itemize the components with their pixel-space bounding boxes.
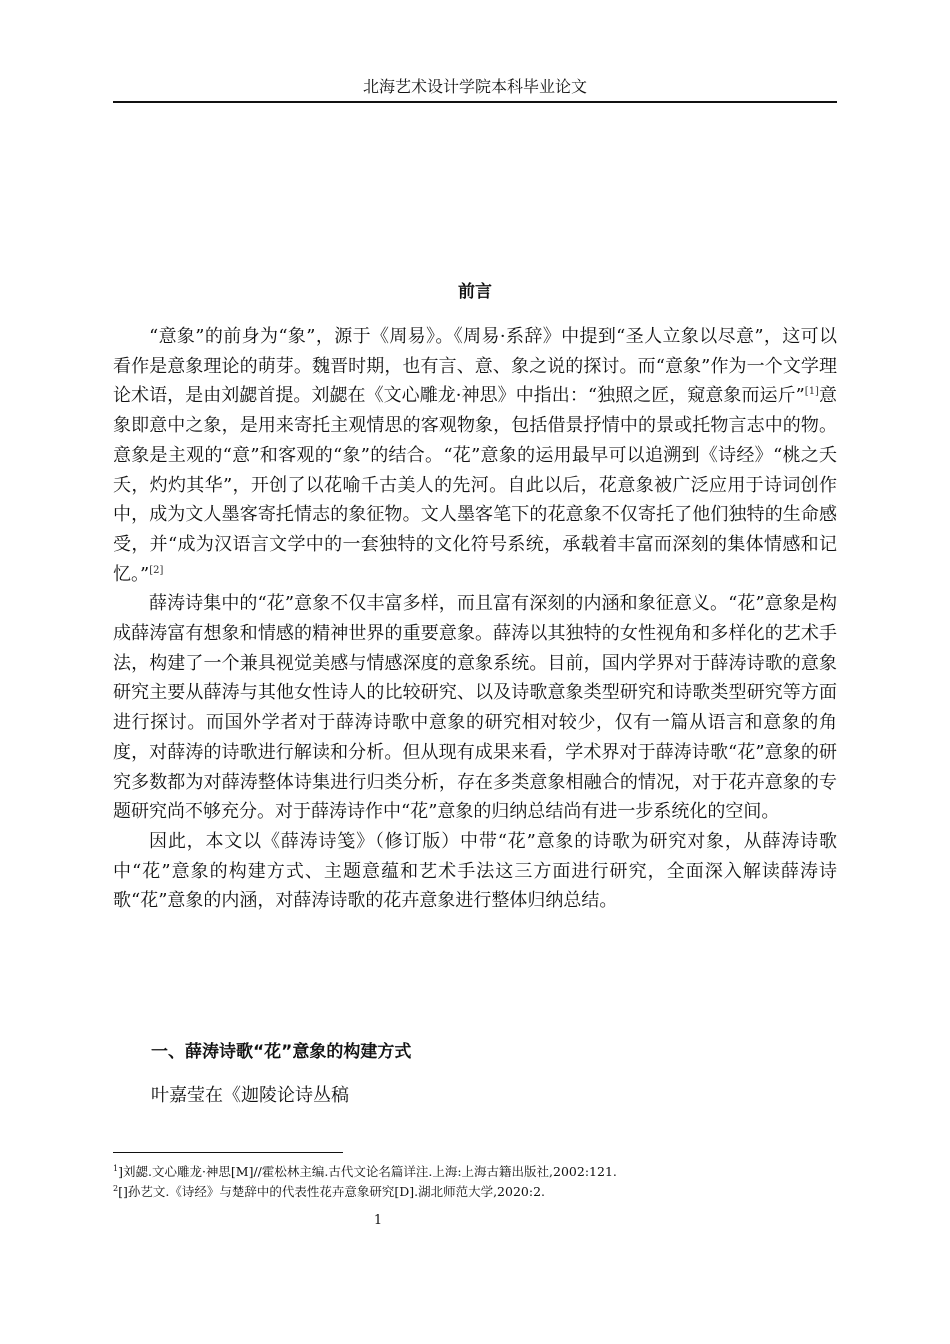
page-number: 1 [373, 1213, 383, 1228]
paragraph: 因此，本文以《薛涛诗笺》（修订版）中带“花”意象的诗歌为研究对象，从薛涛诗歌中“花”意象的构建方式、主题意蕴和艺术手法这三方面进行研究，全面深入解读薛涛诗歌“花”意象的内涵，对薛涛诗歌的花卉意象进行整体归纳总结。 [113, 830, 837, 912]
footnote-mark: 1 [113, 1163, 119, 1173]
footnote-text: []孙艺文.《诗经》与楚辞中的代表性花卉意象研究[D].湖北师范大学,2020:2. [118, 1184, 545, 1199]
chapter-heading: 一、薛涛诗歌“花”意象的构建方式 [151, 1042, 412, 1062]
body-text [113, 322, 837, 916]
footnote [113, 1162, 837, 1182]
paragraph-text: 意象即意中之象，是用来寄托主观情思的客观物象，包括借景抒情中的景或托物言志中的物。意象是主观的“意”和客观的“象”的结合。“花”意象的运用最早可以追溯到《诗经》“桃之夭夭，灼灼其华”，开创了以花喻千古美人的先河。自此以后，花意象被广泛应用于诗词创作中，成为文人墨客寄托情志的象征物。文人墨客笔下的花意象不仅寄托了他们独特的生命感受，并“成为汉语言文学中的一套独特的文化符号系统，承载着丰富而深刻的集体情感和记忆。” [113, 385, 838, 585]
citation-ref[interactable]: [1] [804, 386, 819, 398]
paragraph-text: “意象”的前身为“象”，源于《周易》。《周易·系辞》中提到“圣人立象以尽意”，这可以看作是意象理论的萌芽。魏晋时期，也有言、意、象之说的探讨。而“意象”作为一个文学理论术语，是由刘勰首提。刘勰在《文心雕龙·神思》中指出：“独照之匠，窥意象而运斤” [113, 326, 837, 407]
footnote-text: ]刘勰.文心雕龙·神思[M]//霍松林主编.古代文论名篇详注.上海:上海古籍出版社,2002:121. [118, 1164, 617, 1179]
footnote-mark: 2 [113, 1183, 119, 1193]
footnotes [113, 1162, 837, 1202]
footnote-rule [113, 1152, 343, 1153]
paragraph-fragment: 叶嘉莹在《迦陵论诗丛稿 [151, 1085, 349, 1106]
footnote [113, 1182, 837, 1202]
citation-ref[interactable]: [2] [149, 564, 164, 576]
header-rule [113, 101, 837, 103]
section-title: 前言 [458, 282, 492, 302]
running-header: 北海艺术设计学院本科毕业论文 [362, 77, 587, 96]
paragraph: 薛涛诗集中的“花”意象不仅丰富多样，而且富有深刻的内涵和象征意义。“花”意象是构成薛涛富有想象和情感的精神世界的重要意象。薛涛以其独特的女性视角和多样化的艺术手法，构建了一个兼具视觉美感与情感深度的意象系统。目前，国内学界对于薛涛诗歌的意象研究主要从薛涛与其他女性诗人的比较研究、以及诗歌意象类型研究和诗歌类型研究等方面进行探讨。而国外学者对于薛涛诗歌中意象的研究相对较少，仅有一篇从语言和意象的角度，对薛涛的诗歌进行解读和分析。但从现有成果来看，学术界对于薛涛诗歌“花”意象的研究多数都为对薛涛整体诗集进行归类分析，存在多类意象相融合的情况，对于花卉意象的专题研究尚不够充分。对于薛涛诗作中“花”意象的归纳总结尚有进一步系统化的空间。 [113, 593, 837, 823]
paragraph [113, 322, 837, 589]
